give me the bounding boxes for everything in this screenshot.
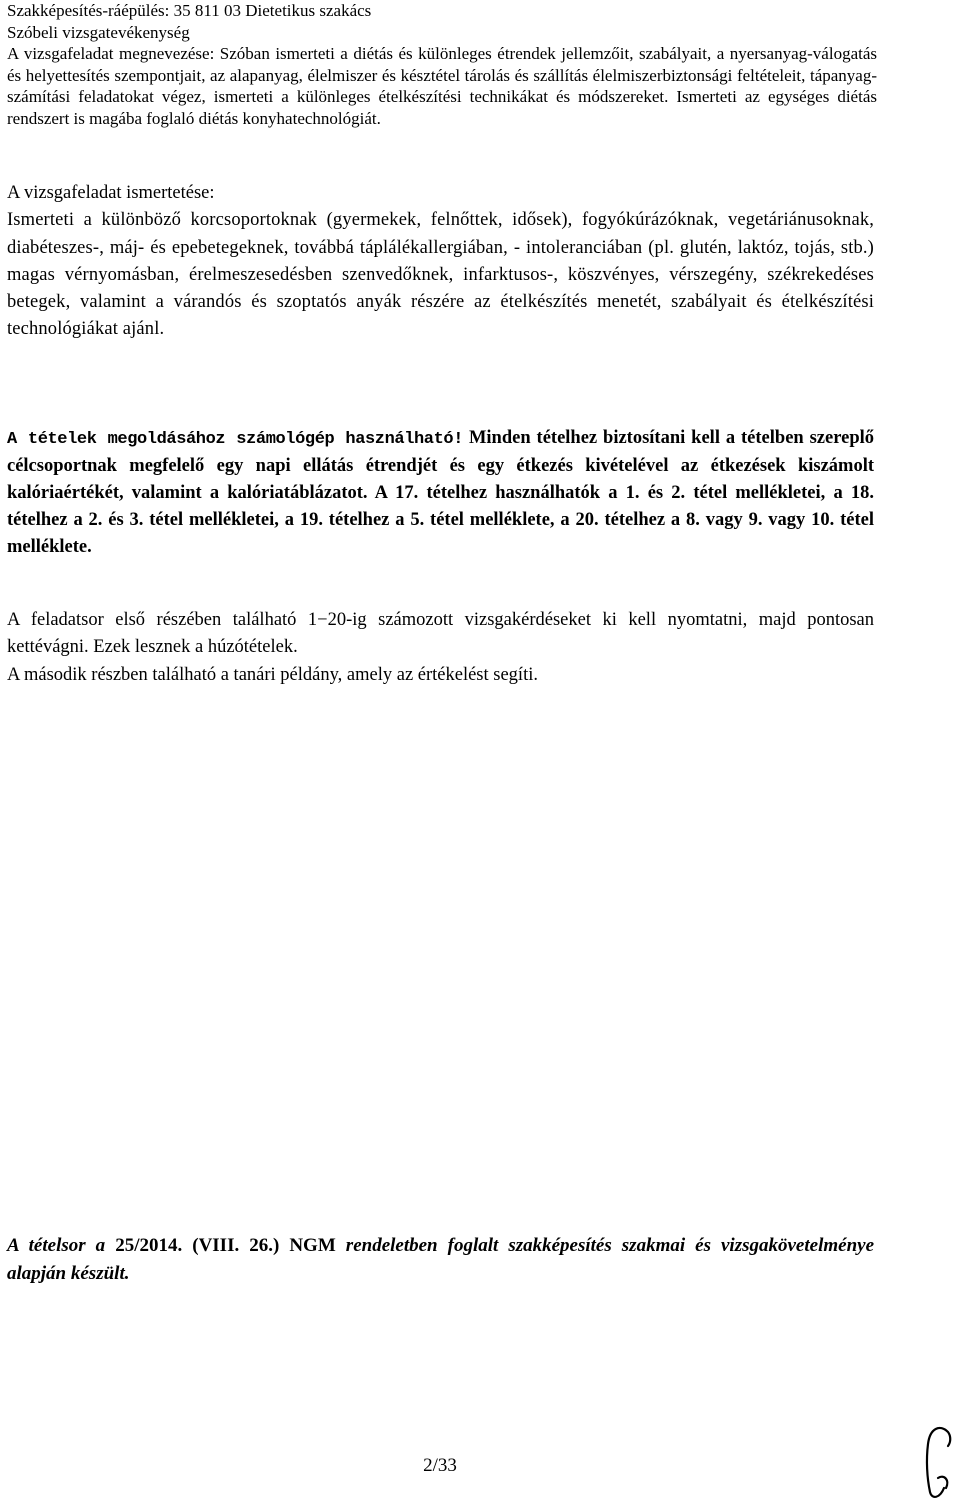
print-instructions-line-1: A feladatsor első részében található 1−20-ig számozott vizsgakérdéseket ki kell nyomtatni, majd pontosan kettévágni. Ezek lesznek a húzótételek. bbox=[7, 610, 874, 658]
task-description-section bbox=[7, 180, 874, 344]
calculator-notice: A tételek megoldásához számológép használható! bbox=[7, 430, 464, 449]
task-name-paragraph: A vizsgafeladat megnevezése: Szóban ismerteti a diétás és különleges étrendek jellemzőit, szabályait, a nyersanyag-válogatás és helyettesítés szempontjait, az alapanyag, élelmiszer és késztétel tárolás és szállítás élelmiszerbiztonsági feltételeit, tápanyag-számítási feladatokat végez, ismerteti a különleges ételkészítési technikákat és módszereket. Ismerteti az egységes diétás rendszert is magába foglaló diétás konyhatechnológiát. bbox=[7, 44, 877, 128]
legal-basis-intro: A tételsor a bbox=[7, 1235, 116, 1256]
task-description-body: Ismerteti a különböző korcsoportoknak (gyermekek, felnőttek, idősek), fogyókúrázóknak, vegetáriánusoknak, diabéteszes-, máj- és epebetegeknek, továbbá táplálékallergiában, - intoleranciában (pl. glutén, laktóz, tojás, stb.) magas vérnyomásban, érelmeszesedésben szenvedőknek, infarktusos-, köszvényes, vérszegény, székrekedéses betegek, valamint a várandós és szoptatós anyák részére az ételkészítés menetét, szabályait és ételkészítési technológiákat ajánl. bbox=[7, 210, 874, 340]
print-instructions-section bbox=[7, 607, 874, 689]
print-instructions-line-2: A második részben található a tanári példány, amely az értékelést segíti. bbox=[7, 664, 538, 685]
qualification-line: Szakképesítés-ráépülés: 35 811 03 Dietetikus szakács bbox=[7, 1, 372, 20]
signature-mark bbox=[918, 1418, 958, 1503]
legal-basis-decree: 25/2014. (VIII. 26.) NGM bbox=[115, 1235, 336, 1256]
attachments-notice: Minden tételhez biztosítani kell a tételben szereplő célcsoportnak megfelelő egy napi ellátás étrendjét és egy étkezés kivételével az étkezések kiszámolt kalóriaértékét, valamint a kalóriatáblázatot. A 17. tételhez használhatók a 1. és 2. tétel mellékletei, a 18. tételhez a 2. és 3. tétel mellékletei, a 19. tételhez a 5. tétel melléklete, a 20. tételhez a 8. vagy 9. vagy 10. tétel melléklete. bbox=[7, 428, 874, 557]
page-number: 2/33 bbox=[423, 1455, 457, 1476]
page-header bbox=[7, 0, 877, 129]
legal-basis-rest: rendeletben foglalt szakképesítés szakmai és vizsgakövetelménye alapján készült. bbox=[7, 1235, 874, 1284]
exam-notice-paragraph bbox=[7, 425, 874, 561]
task-description-heading: A vizsgafeladat ismertetése: bbox=[7, 183, 215, 203]
activity-line: Szóbeli vizsgatevékenység bbox=[7, 22, 190, 42]
handwritten-signature bbox=[918, 1418, 958, 1503]
legal-basis-paragraph bbox=[7, 1232, 874, 1288]
